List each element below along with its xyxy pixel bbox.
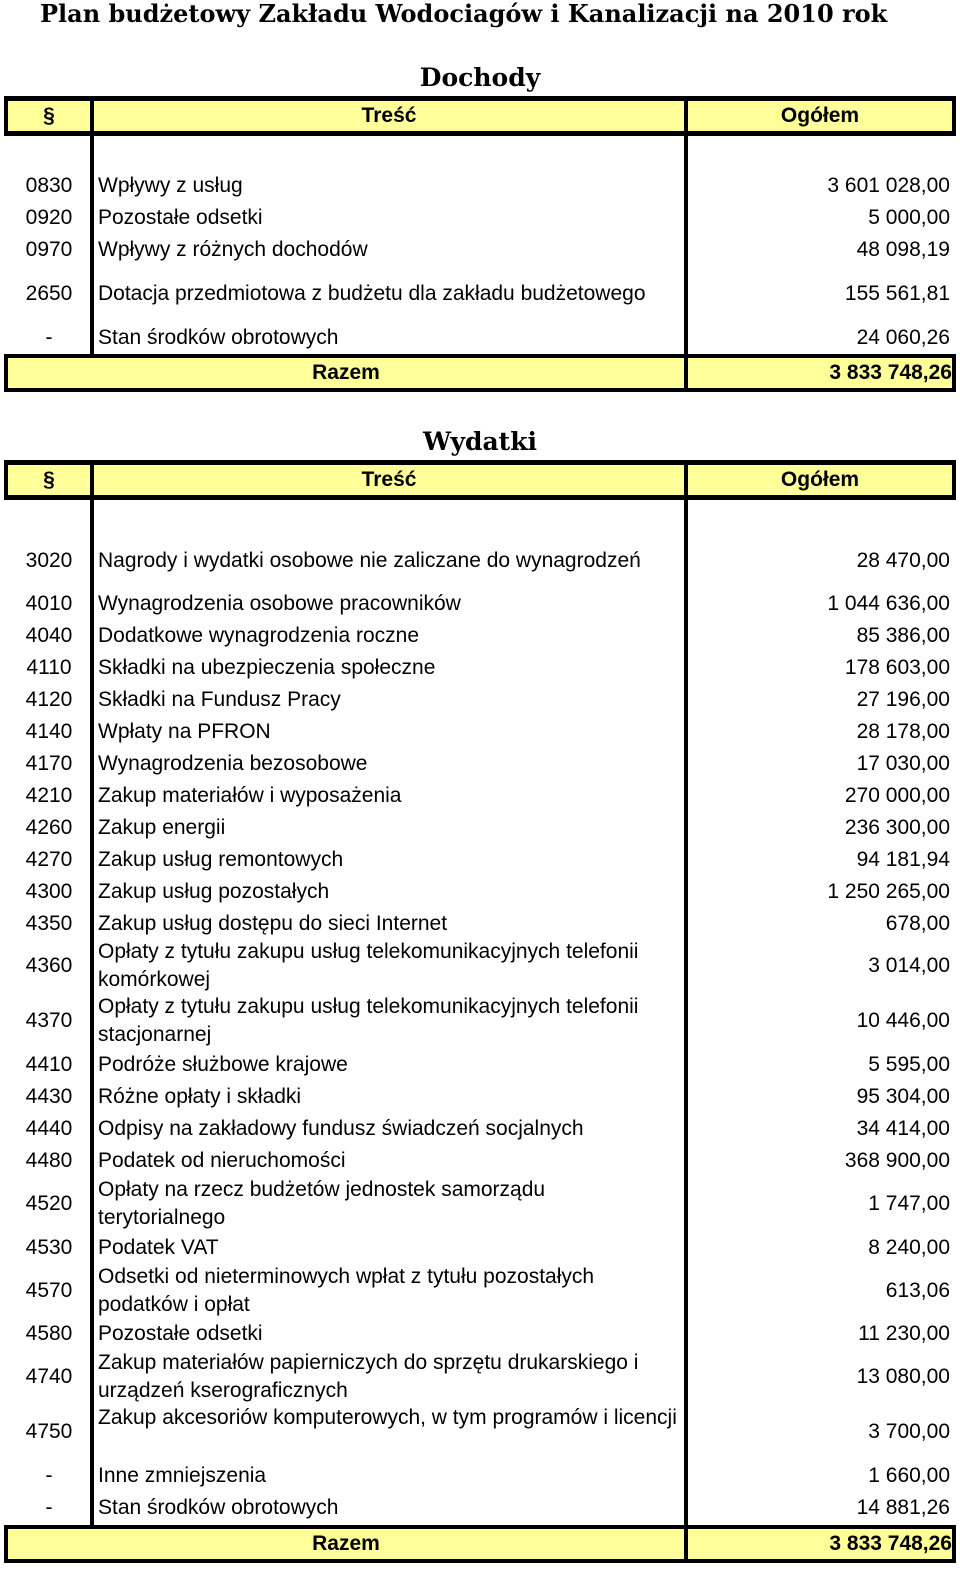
table-row	[0, 236, 960, 264]
table-row	[0, 938, 960, 994]
row-code: 4300	[25, 880, 73, 903]
row-code: -	[45, 1464, 53, 1487]
table-row	[0, 1462, 960, 1490]
income-heading: Dochody	[419, 63, 541, 92]
table-row	[0, 846, 960, 874]
table-row	[0, 1234, 960, 1262]
row-description: Zakup materiałów papierniczych do sprzętu drukarskiego i urządzeń kserograficznych	[98, 1351, 639, 1402]
table-row	[0, 718, 960, 746]
row-code: 4740	[25, 1365, 73, 1388]
row-amount: 14 881,26	[856, 1496, 950, 1519]
header-total: Ogółem	[688, 465, 952, 495]
table-row	[0, 1051, 960, 1079]
row-code: 4170	[25, 752, 73, 775]
table-row	[0, 590, 960, 618]
row-description: Zakup akcesoriów komputerowych, w tym programów i licencji	[98, 1406, 677, 1429]
table-row	[0, 280, 960, 308]
row-amount: 5 595,00	[868, 1053, 950, 1076]
row-amount: 11 230,00	[858, 1322, 950, 1345]
row-description: Wpłaty na PFRON	[98, 720, 271, 743]
row-code: 4580	[25, 1322, 73, 1345]
table-row	[0, 1176, 960, 1232]
row-amount: 13 080,00	[856, 1365, 950, 1388]
row-code: 4010	[25, 592, 73, 615]
row-amount: 3 014,00	[868, 954, 950, 977]
income-total-label: Razem	[8, 358, 684, 388]
expenses-table-header	[4, 460, 956, 500]
row-description: Różne opłaty i składki	[98, 1085, 302, 1108]
row-description: Stan środków obrotowych	[98, 1496, 339, 1519]
row-amount: 1 660,00	[868, 1464, 950, 1487]
row-code: 4140	[25, 720, 73, 743]
row-code: 4120	[25, 688, 73, 711]
row-code: 2650	[25, 282, 73, 305]
table-row	[0, 172, 960, 200]
table-row	[0, 1349, 960, 1405]
row-description: Odpisy na zakładowy fundusz świadczeń socjalnych	[98, 1117, 584, 1140]
row-description: Odsetki od nieterminowych wpłat z tytułu pozostałych podatków i opłat	[98, 1265, 595, 1316]
table-row	[0, 910, 960, 938]
table-row	[0, 1494, 960, 1522]
row-description: Dodatkowe wynagrodzenia roczne	[98, 624, 420, 647]
row-code: 4520	[25, 1192, 73, 1215]
row-code: 4210	[25, 784, 73, 807]
table-row	[0, 814, 960, 842]
row-code: 4370	[25, 1009, 73, 1032]
row-amount: 368 900,00	[844, 1149, 950, 1172]
row-code: 4270	[25, 848, 73, 871]
table-row	[0, 622, 960, 650]
table-row	[0, 782, 960, 810]
row-description: Opłaty z tytułu zakupu usług telekomunikacyjnych telefonii komórkowej	[98, 940, 639, 991]
row-description: Opłaty na rzecz budżetów jednostek samorządu terytorialnego	[98, 1178, 546, 1229]
income-table-header	[4, 96, 956, 136]
expenses-total-amount: 3 833 748,26	[688, 1529, 952, 1559]
row-amount: 178 603,00	[844, 656, 950, 679]
table-row	[0, 1083, 960, 1111]
row-amount: 95 304,00	[856, 1085, 950, 1108]
row-amount: 28 178,00	[856, 720, 950, 743]
header-total: Ogółem	[688, 101, 952, 131]
row-code: 4430	[25, 1085, 73, 1108]
row-code: 4480	[25, 1149, 73, 1172]
row-amount: 28 470,00	[856, 549, 950, 572]
row-description: Wpływy z usług	[98, 174, 243, 197]
income-total-row	[4, 354, 956, 392]
table-row	[0, 1115, 960, 1143]
expenses-total-row	[4, 1525, 956, 1563]
table-row	[0, 204, 960, 232]
row-amount: 10 446,00	[856, 1009, 950, 1032]
row-description: Pozostałe odsetki	[98, 1322, 263, 1345]
row-amount: 5 000,00	[868, 206, 950, 229]
row-amount: 613,06	[885, 1279, 950, 1302]
row-code: 4110	[26, 656, 72, 679]
row-code: 4750	[25, 1420, 73, 1443]
table-row	[0, 324, 960, 352]
header-paragraph: §	[8, 465, 90, 495]
row-amount: 270 000,00	[844, 784, 950, 807]
row-amount: 94 181,94	[856, 848, 950, 871]
row-description: Opłaty z tytułu zakupu usług telekomunikacyjnych telefonii stacjonarnej	[98, 995, 639, 1046]
row-code: 3020	[25, 549, 73, 572]
row-description: Składki na Fundusz Pracy	[98, 688, 341, 711]
row-description: Nagrody i wydatki osobowe nie zaliczane do wynagrodzeń	[98, 549, 641, 572]
row-code: 4040	[25, 624, 73, 647]
row-description: Podatek od nieruchomości	[98, 1149, 346, 1172]
table-row	[0, 750, 960, 778]
row-description: Podróże służbowe krajowe	[98, 1053, 348, 1076]
row-amount: 1 747,00	[868, 1192, 950, 1215]
table-row	[0, 547, 960, 575]
table-row	[0, 686, 960, 714]
row-code: 4440	[25, 1117, 73, 1140]
row-code: -	[45, 1496, 53, 1519]
row-code: 4260	[25, 816, 73, 839]
table-row	[0, 1320, 960, 1348]
table-row	[0, 1404, 960, 1460]
table-row	[0, 654, 960, 682]
row-amount: 27 196,00	[856, 688, 950, 711]
row-amount: 24 060,26	[856, 326, 950, 349]
page-title: Plan budżetowy Zakładu Wodociagów i Kanalizacji na 2010 rok	[40, 0, 888, 28]
row-amount: 8 240,00	[868, 1236, 950, 1259]
header-paragraph: §	[8, 101, 90, 131]
row-description: Składki na ubezpieczenia społeczne	[98, 656, 436, 679]
row-amount: 1 250 265,00	[827, 880, 950, 903]
table-row	[0, 878, 960, 906]
row-description: Zakup energii	[98, 816, 226, 839]
row-amount: 17 030,00	[856, 752, 950, 775]
row-code: 4350	[25, 912, 73, 935]
row-amount: 678,00	[885, 912, 950, 935]
row-code: 4410	[25, 1053, 73, 1076]
row-amount: 48 098,19	[856, 238, 950, 261]
row-code: 0920	[25, 206, 73, 229]
row-description: Podatek VAT	[98, 1236, 219, 1259]
expenses-heading: Wydatki	[422, 427, 538, 456]
header-content: Treść	[94, 465, 684, 495]
row-description: Zakup usług remontowych	[98, 848, 344, 871]
row-description: Zakup materiałów i wyposażenia	[98, 784, 402, 807]
row-amount: 3 700,00	[868, 1420, 950, 1443]
row-description: Inne zmniejszenia	[98, 1464, 267, 1487]
row-description: Pozostałe odsetki	[98, 206, 263, 229]
row-code: 0830	[25, 174, 73, 197]
header-content: Treść	[94, 101, 684, 131]
row-description: Wynagrodzenia osobowe pracowników	[98, 592, 461, 615]
row-amount: 1 044 636,00	[827, 592, 950, 615]
row-amount: 3 601 028,00	[827, 174, 950, 197]
row-description: Stan środków obrotowych	[98, 326, 339, 349]
row-code: 4360	[25, 954, 73, 977]
row-description: Wpływy z różnych dochodów	[98, 238, 368, 261]
row-amount: 236 300,00	[844, 816, 950, 839]
table-row	[0, 1263, 960, 1319]
row-code: 4570	[25, 1279, 73, 1302]
row-code: 4530	[25, 1236, 73, 1259]
row-description: Wynagrodzenia bezosobowe	[98, 752, 368, 775]
row-amount: 85 386,00	[856, 624, 950, 647]
row-description: Zakup usług pozostałych	[98, 880, 330, 903]
expenses-total-label: Razem	[8, 1529, 684, 1559]
row-code: 0970	[25, 238, 73, 261]
table-row	[0, 1147, 960, 1175]
row-amount: 155 561,81	[844, 282, 950, 305]
row-amount: 34 414,00	[856, 1117, 950, 1140]
row-code: -	[45, 326, 53, 349]
row-description: Zakup usług dostępu do sieci Internet	[98, 912, 448, 935]
table-row	[0, 993, 960, 1049]
row-description: Dotacja przedmiotowa z budżetu dla zakładu budżetowego	[98, 282, 646, 305]
income-total-amount: 3 833 748,26	[688, 358, 952, 388]
